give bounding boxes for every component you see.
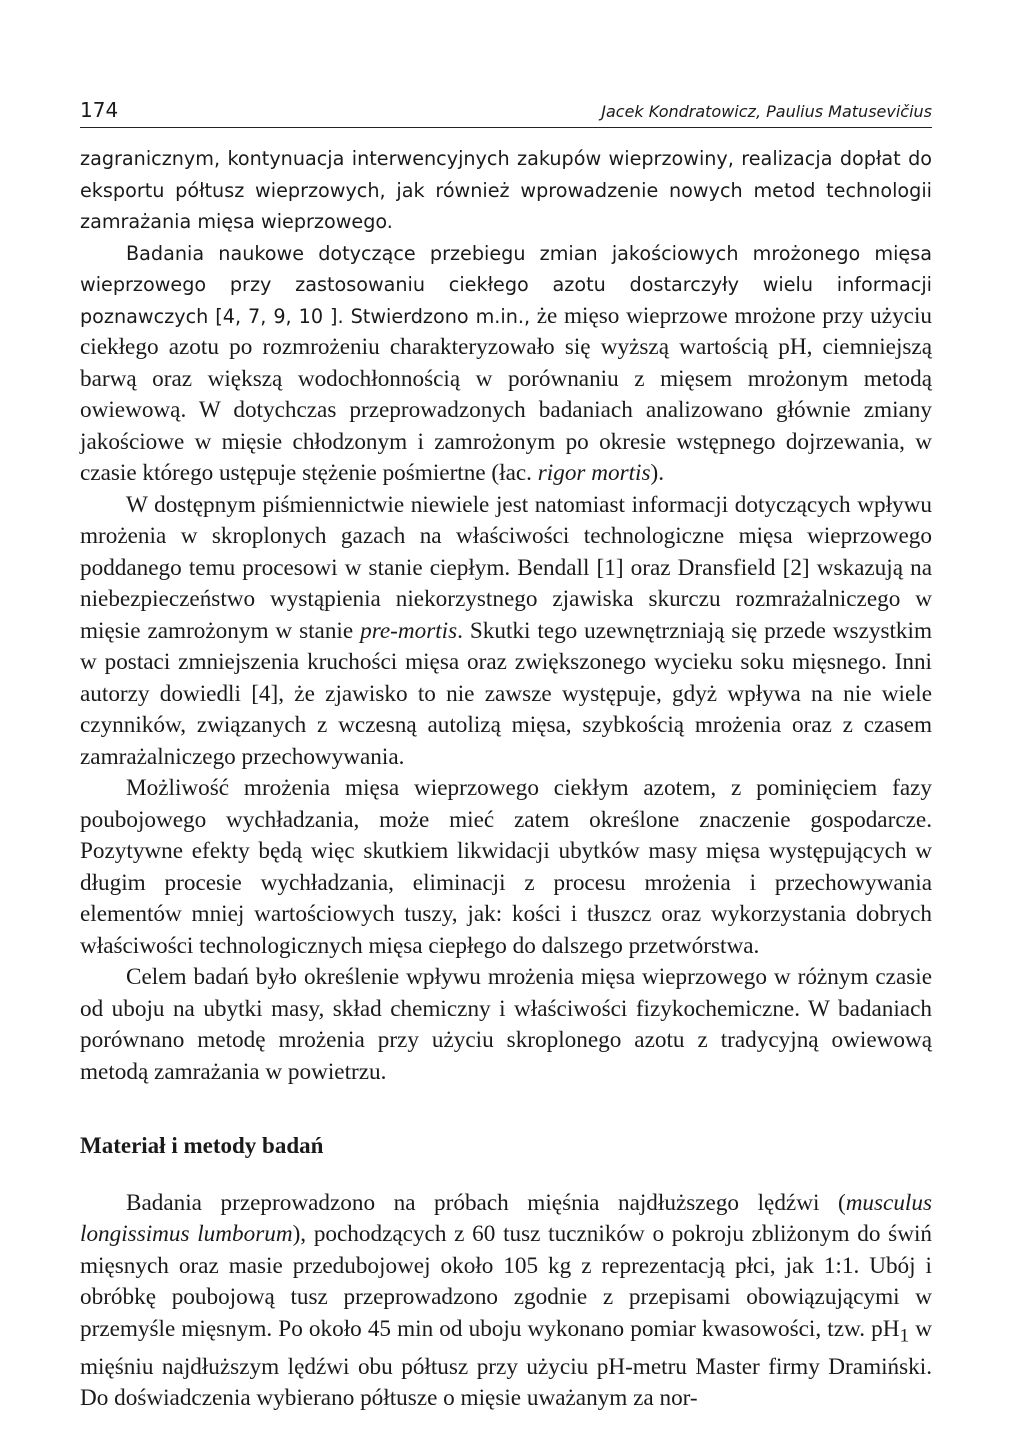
paragraph-sans-segment: Badania naukowe dotyczące przebiegu zmian jakościowych mrożonego mięsa wieprzowego przy zastosowaniu ciekłego azotu dostarczyły wielu informacji poznawczych [4, 7, 9, 10 ]. Stwierdzono m.in.,: [80, 241, 932, 328]
paragraph-research-review: [80, 238, 932, 490]
running-header-authors: Jacek Kondratowicz, Paulius Matusevičius: [601, 102, 932, 121]
paragraph-text: w mięśniu najdłuższym lędźwi obu półtusz przy użyciu pH-metru Master firmy Dramiński. Do doświadczenia wybierano półtusze o mięsie uważanym za nor-: [80, 1315, 932, 1412]
paragraph-methods: [80, 1188, 932, 1415]
paragraph-text: ).: [650, 460, 665, 486]
paragraph-text: że mięso wieprzowe mrożone przy użyciu ciekłego azotu po rozmrożeniu charakteryzowało się wyższą wartością pH, ciemniejszą barwą oraz większą wodochłonnością w porównaniu z mięsem mrożonym metodą owiewową. W dotychczas przeprowadzonych badaniach analizowano głównie zmiany jakościowe w mięsie chłodzonym i zamrożonym po okresie wstępnego dojrzewania, w czasie którego ustępuje stężenie pośmiertne (łac.: [80, 302, 932, 486]
paragraph-economic-significance: Możliwość mrożenia mięsa wieprzowego ciekłym azotem, z pominięciem fazy poubojowego wychładzania, może mieć zatem określone znaczenie gospodarcze. Pozytywne efekty będą więc skutkiem likwidacji ubytków masy mięsa występujących w długim procesie wychładzania, eliminacji z procesu mrożenia i przechowywania elementów mniej wartościowych tuszy, jak: kości i tłuszcz oraz wykorzystania dobrych właściwości technologicznych mięsa ciepłego do dalszego przetwórstwa.: [80, 775, 932, 959]
document-page: [80, 98, 932, 1415]
paragraph-aim: Celem badań było określenie wpływu mrożenia mięsa wieprzowego w różnym czasie od uboju na ubytki masy, skład chemiczny i właściwości fizykochemiczne. W badaniach porównano metodę mrożenia przy użyciu skroplonego azotu z tradycyjną owiewową metodą zamrażania w powietrzu.: [80, 964, 932, 1085]
paragraph-literature: [80, 490, 932, 774]
page-number: 174: [80, 98, 119, 122]
paragraph-text: Badania przeprowadzono na próbach mięśnia najdłuższego lędźwi (: [126, 1189, 846, 1216]
latin-term: pre-mortis: [360, 617, 458, 644]
section-heading: Materiał i metody badań: [80, 1133, 324, 1158]
running-header: [80, 98, 932, 128]
latin-term: musculus longissimus lumborum: [80, 1189, 932, 1247]
paragraph-text: . Skutki tego uzewnętrzniają się przede wszystkim w postaci zmniejszenia kruchości mięsa oraz zwiększonego wycieku soku mięsnego. Inni autorzy dowiedli [4], że zjawisko to nie zawsze występuje, gdyż wpływa na nie wiele czynników, związanych z wczesną autolizą mięsa, szybkością mrożenia oraz z czasem zamrażalniczego przechowywania.: [80, 617, 933, 770]
subscript: 1: [899, 1325, 910, 1347]
latin-term: rigor mortis: [537, 460, 651, 486]
paragraph-text: ), pochodzących z 60 tusz tuczników o pokroju zbliżonym do świń mięsnych oraz masie przedubojowej około 105 kg z reprezentacją płci, jak 1:1. Ubój i obróbkę poubojową tusz przeprowadzono zgodnie z przepisami obowiązującymi w przemyśle mięsnym. Po około 45 min od uboju wykonano pomiar kwasowości, tzw. pH: [80, 1221, 932, 1342]
paragraph-text: W dostępnym piśmiennictwie niewiele jest natomiast informacji dotyczących wpływu mrożenia w skroplonych gazach na właściwości technologiczne mięsa wieprzowego poddanego temu procesowi w stanie ciepłym. Bendall [1] oraz Dransfield [2] wskazują na niebezpieczeństwo wystąpienia niekorzystnego zjawiska skurczu rozmrażalniczego w mięsie zamrożonym w stanie: [80, 491, 932, 644]
paragraph-continuation: zagranicznym, kontynuacja interwencyjnych zakupów wieprzowiny, realizacja dopłat do eksportu półtusz wieprzowych, jak również wprowadzenie nowych metod technologii zamrażania mięsa wieprzowego.: [80, 147, 932, 233]
body-text: [80, 143, 932, 1415]
